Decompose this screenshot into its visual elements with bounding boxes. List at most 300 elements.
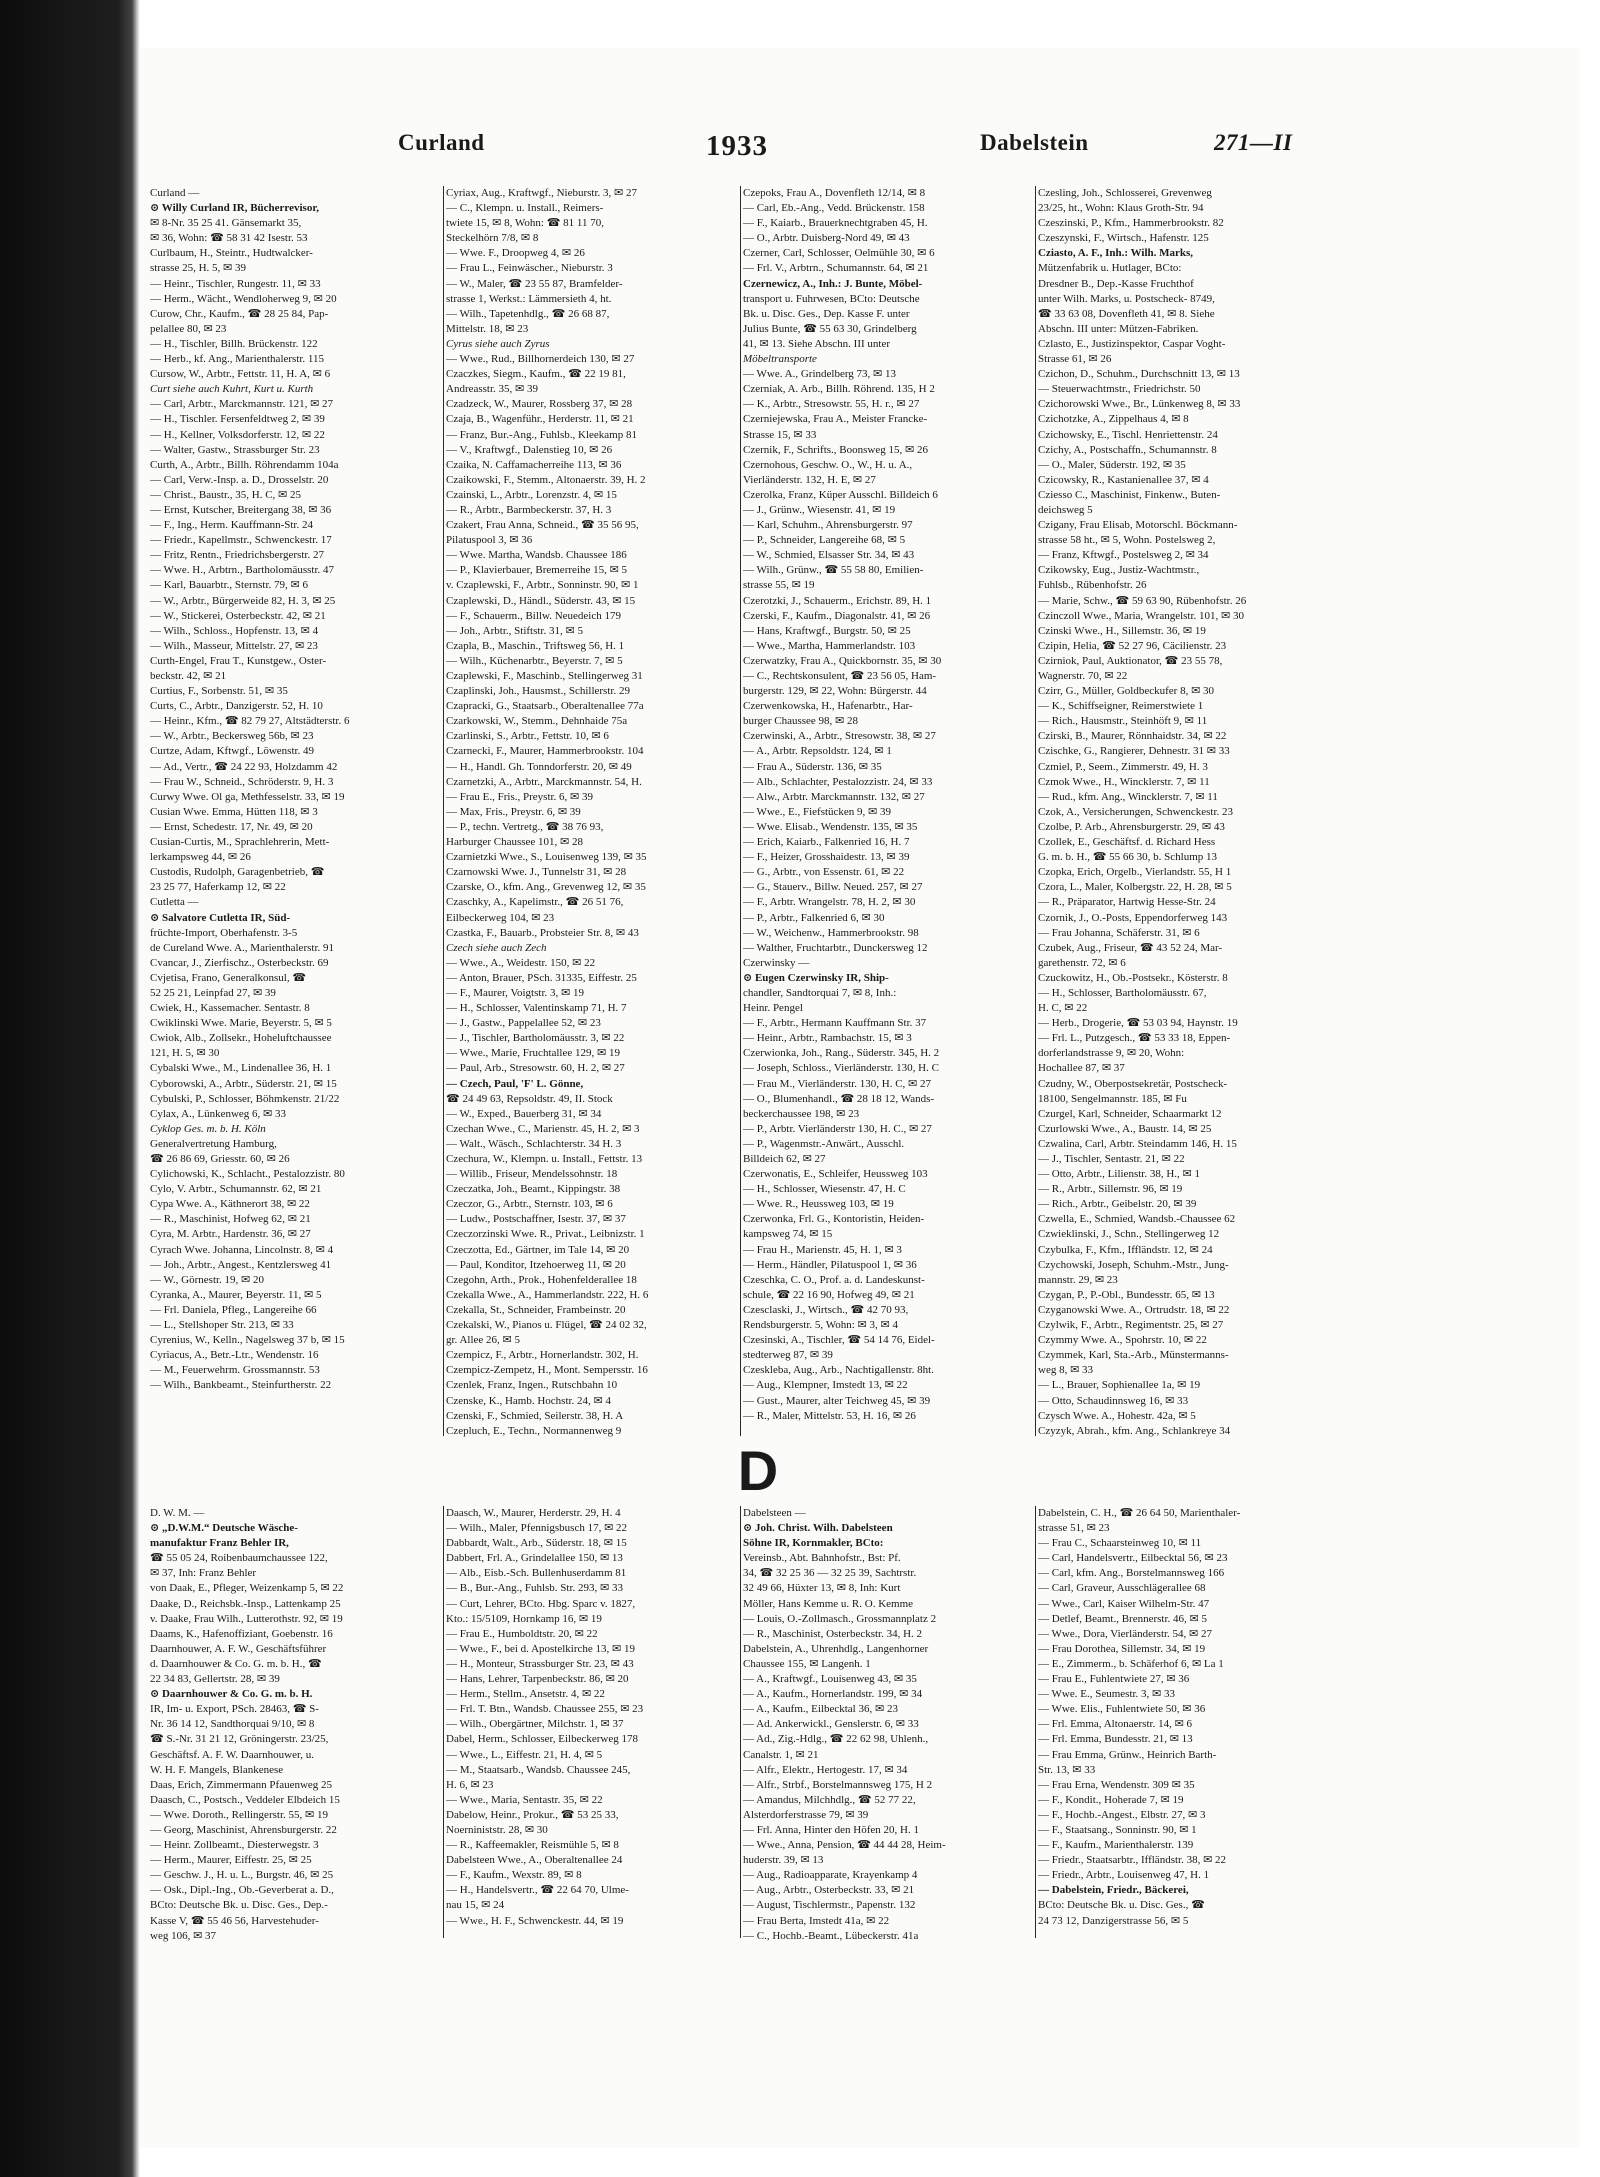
directory-entry: — Wwe., L., Eiffestr. 21, H. 4, ✉ 5	[446, 1748, 603, 1761]
directory-entry: Czechan Wwe., C., Marienstr. 45, H. 2, ✉ 3	[446, 1122, 640, 1135]
directory-entry: ✉ 8-Nr. 35 25 41. Gänsemarkt 35,	[150, 217, 302, 230]
directory-entry: dorferlandstrasse 9, ✉ 20, Wohn:	[1038, 1047, 1185, 1060]
directory-entry: — F., Heizer, Grosshaidestr. 13, ✉ 39	[743, 851, 910, 864]
directory-entry: — F., Schauerm., Billw. Neuedeich 179	[446, 609, 621, 622]
directory-entry: — Curt, Lehrer, BCto. Hbg. Sparc v. 1827,	[446, 1597, 636, 1610]
directory-entry: lerkampsweg 44, ✉ 26	[150, 851, 251, 864]
directory-entry: — Rich., Hausmstr., Steinhöft 9, ✉ 11	[1038, 715, 1208, 728]
directory-entry: Vierländerstr. 132, H. E, ✉ 27	[743, 473, 876, 486]
directory-entry: Curlbaum, H., Steintr., Hudtwalcker-	[150, 247, 313, 260]
directory-entry: — Karl, Schuhm., Ahrensburgerstr. 97	[743, 519, 913, 532]
directory-entry: — Wilh., Tapetenhdlg., ☎ 26 68 87,	[446, 307, 610, 320]
directory-entry: früchte-Import, Oberhafenstr. 3-5	[150, 926, 298, 939]
directory-entry: Cwiklinski Wwe. Marie, Beyerstr. 5, ✉ 5	[150, 1017, 332, 1030]
directory-entry: Curwy Wwe. Ol ga, Methfesselstr. 33, ✉ 19	[150, 790, 345, 803]
directory-entry: — Heinr. Zollbeamt., Diesterwegstr. 3	[150, 1839, 319, 1852]
directory-entry: Czysch Wwe. A., Hohestr. 42a, ✉ 5	[1038, 1409, 1196, 1422]
directory-entry: — Herm., Maurer, Eiffestr. 25, ✉ 25	[150, 1854, 312, 1867]
directory-entry: Czaczkes, Siegm., Kaufm., ☎ 22 19 81,	[446, 368, 626, 381]
directory-entry: Czenlek, Franz, Ingen., Rutschbahn 10	[446, 1379, 618, 1392]
directory-entry: Daake, D., Reichsbk.-Insp., Lattenkamp 25	[150, 1597, 341, 1610]
directory-entry: — A., Kraftwgf., Louisenweg 43, ✉ 35	[743, 1673, 917, 1686]
directory-entry: Czyzyk, Abrah., kfm. Ang., Schlankreye 34	[1038, 1424, 1231, 1437]
directory-entry: — Carl, Handelsvertr., Eilbecktal 56, ✉ 23	[1038, 1552, 1228, 1565]
directory-entry: Cylichowski, K., Schlacht., Pestalozzistr. 80	[150, 1168, 345, 1181]
directory-entry: Czernohous, Geschw. O., W., H. u. A.,	[743, 458, 913, 471]
lower-column-3	[743, 1506, 1041, 1956]
directory-entry: Czarlinski, S., Arbtr., Fettstr. 10, ✉ 6	[446, 730, 609, 743]
directory-entry: Cusian Wwe. Emma, Hütten 118, ✉ 3	[150, 805, 318, 818]
directory-entry: 23/25, ht., Wohn: Klaus Groth-Str. 94	[1038, 202, 1204, 215]
directory-entry: — Frau M., Vierländerstr. 130, H. C, ✉ 27	[743, 1077, 932, 1090]
directory-entry: — F., Kaiarb., Brauerknechtgraben 45, H.	[743, 217, 928, 230]
directory-entry: Dabel, Herm., Schlosser, Eilbeckerweg 178	[446, 1733, 639, 1746]
directory-entry: Heinr. Pengel	[743, 1002, 803, 1015]
directory-entry: — Alfr., Strbf., Borstelmannsweg 175, H 2	[743, 1778, 933, 1791]
directory-entry: Wagnerstr. 70, ✉ 22	[1038, 670, 1128, 682]
upper-column-2	[446, 186, 744, 1448]
directory-entry: Curtius, F., Sorbenstr. 51, ✉ 35	[150, 685, 288, 698]
directory-entry: Czerolka, Franz, Küper Ausschl. Billdeich 6	[743, 488, 938, 501]
directory-advertised-entry: — Czech, Paul, 'F' L. Gönne,	[446, 1077, 584, 1090]
directory-entry: — Frau Dorothea, Sillemstr. 34, ✉ 19	[1038, 1642, 1206, 1655]
directory-entry: Czaplewski, F., Maschinb., Stellingerweg 31	[446, 670, 643, 682]
directory-entry: — Wwe., Dora, Vierländerstr. 54, ✉ 27	[1038, 1627, 1213, 1640]
directory-entry: Czischke, G., Rangierer, Dehnestr. 31 ✉ 33	[1038, 745, 1230, 758]
directory-entry: strasse 25, H. 5, ✉ 39	[150, 262, 246, 275]
directory-entry: Cvancar, J., Zierfischz., Osterbeckstr. 69	[150, 956, 329, 969]
directory-entry: burgerstr. 129, ✉ 22, Wohn: Bürgerstr. 44	[743, 685, 927, 698]
directory-entry: Mittelstr. 18, ✉ 23	[446, 322, 529, 335]
directory-entry: — Wwe. Elis., Fuhlentwiete 50, ✉ 36	[1038, 1703, 1206, 1716]
directory-entry: — Herm., Händler, Pilatuspool 1, ✉ 36	[743, 1258, 917, 1271]
directory-entry: — Carl, Graveur, Ausschlägerallee 68	[1038, 1582, 1206, 1595]
directory-entry: Czigany, Frau Elisab, Motorschl. Böckmann-	[1038, 519, 1238, 532]
directory-entry: — Ludw., Postschaffner, Isestr. 37, ✉ 37	[446, 1213, 626, 1226]
directory-entry: Geschäftsf. A. F. W. Daarnhouwer, u.	[150, 1748, 314, 1761]
directory-entry: Czapracki, G., Staatsarb., Oberaltenallee 77a	[446, 700, 644, 713]
directory-entry: Czichowsky, E., Tischl. Henriettenstr. 24	[1038, 428, 1218, 441]
directory-entry: — Frau Berta, Imstedt 41a, ✉ 22	[743, 1914, 890, 1927]
directory-entry: — J., Grünw., Wiesenstr. 41, ✉ 19	[743, 503, 896, 516]
directory-entry: 121, H. 5, ✉ 30	[150, 1047, 220, 1060]
directory-entry: — J., Gastw., Pappelallee 52, ✉ 23	[446, 1017, 601, 1030]
directory-entry: Czekalla, St., Schneider, Frambeinstr. 20	[446, 1303, 626, 1316]
directory-entry: chandler, Sandtorquai 7, ✉ 8, Inh.:	[743, 986, 897, 999]
directory-entry: 18100, Sengelmannstr. 185, ✉ Fu	[1038, 1092, 1187, 1105]
directory-entry: Dabbardt, Walt., Arb., Süderstr. 18, ✉ 15	[446, 1537, 627, 1550]
header-year: 1933	[706, 130, 768, 162]
directory-entry: — Frau E., Fuhlentwiete 27, ✉ 36	[1038, 1673, 1190, 1686]
directory-entry: Czymmek, Karl, Sta.-Arb., Münstermanns-	[1038, 1349, 1229, 1362]
directory-entry: Czerner, Carl, Schlosser, Oelmühle 30, ✉ 6	[743, 247, 935, 260]
directory-entry: Hochallee 87, ✉ 37	[1038, 1062, 1125, 1075]
directory-entry: — Alb., Eisb.-Sch. Bullenhuserdamm 81	[446, 1567, 627, 1580]
directory-entry: Generalvertretung Hamburg,	[150, 1137, 277, 1150]
directory-entry: Dabelsteen —	[743, 1507, 806, 1519]
column-divider	[740, 186, 741, 1436]
directory-advertised-entry: manufaktur Franz Behler IR,	[150, 1537, 289, 1550]
directory-entry: weg 106, ✉ 37	[150, 1929, 217, 1942]
directory-entry: — Herm., Wächt., Wendloherweg 9, ✉ 20	[150, 292, 337, 305]
directory-entry: Cylo, V. Arbtr., Schumannstr. 62, ✉ 21	[150, 1183, 322, 1196]
directory-entry: v. Czaplewski, F., Arbtr., Sonninstr. 90, ✉ 1	[446, 579, 639, 592]
directory-entry: — Wwe., Carl, Kaiser Wilhelm-Str. 47	[1038, 1597, 1210, 1610]
directory-entry: IR, Im- u. Export, PSch. 28463, ☎ S-	[150, 1703, 319, 1716]
directory-entry: — O., Maler, Süderstr. 192, ✉ 35	[1038, 458, 1186, 471]
directory-entry: — Wwe., F., bei d. Apostelkirche 13, ✉ 19	[446, 1642, 635, 1655]
directory-entry: — P., Wagenmstr.-Anwärt., Ausschl.	[743, 1137, 905, 1150]
directory-entry: Czainski, L., Arbtr., Lorenzstr. 4, ✉ 15	[446, 488, 617, 501]
directory-entry: Czenske, K., Hamb. Hochstr. 24, ✉ 4	[446, 1394, 612, 1407]
directory-entry: Czempicz, F., Arbtr., Hornerlandstr. 302, H.	[446, 1349, 639, 1362]
upper-column-3	[743, 186, 1041, 1448]
directory-entry: — E., Zimmerm., b. Schäferhof 6, ✉ La 1	[1038, 1657, 1224, 1670]
directory-entry: — Wilh., Maler, Pfennigsbusch 17, ✉ 22	[446, 1522, 628, 1535]
directory-entry: — Frau Emma, Grünw., Heinrich Barth-	[1038, 1748, 1217, 1761]
directory-advertised-entry: ⊙ „D.W.M.“ Deutsche Wäsche-	[150, 1522, 298, 1535]
upper-column-4	[1038, 186, 1336, 1448]
directory-advertised-entry: ⊙ Joh. Christ. Wilh. Dabelsteen	[743, 1522, 893, 1535]
column-divider	[1035, 1506, 1036, 1938]
directory-entry: Mützenfabrik u. Hutlager, BCto:	[1038, 262, 1182, 275]
book-binding	[0, 0, 140, 2177]
directory-entry: — Frau A., Süderstr. 136, ✉ 35	[743, 760, 882, 773]
directory-entry: — Wwe., E., Fiefstücken 9, ✉ 39	[743, 805, 892, 818]
directory-entry: — Fritz, Rentn., Friedrichsbergerstr. 27	[150, 549, 324, 562]
directory-entry: — K., Arbtr., Stresowstr. 55, H. r., ✉ 27	[743, 398, 920, 411]
directory-entry: — Frl. Emma, Bundesstr. 21, ✉ 13	[1038, 1733, 1193, 1746]
directory-entry: — Aug., Radioapparate, Krayenkamp 4	[743, 1869, 918, 1882]
directory-entry: — Heinr., Tischler, Rungestr. 11, ✉ 33	[150, 277, 321, 290]
directory-entry: — Ad., Zig.-Hdlg., ☎ 22 62 98, Uhlenh.,	[743, 1733, 929, 1746]
directory-entry: Czernik, F., Schrifts., Boonsweg 15, ✉ 26	[743, 443, 928, 456]
directory-entry: Czirr, G., Müller, Goldbeckufer 8, ✉ 30	[1038, 685, 1215, 698]
directory-entry: — Frl. T. Btn., Wandsb. Chaussee 255, ✉ 23	[446, 1703, 644, 1716]
directory-entry: — Wwe. Doroth., Rellingerstr. 55, ✉ 19	[150, 1808, 328, 1821]
directory-entry: ✉ 37, Inh: Franz Behler	[150, 1567, 257, 1580]
directory-entry: — Steuerwachtmstr., Friedrichstr. 50	[1038, 383, 1201, 396]
directory-entry: Czinski Wwe., H., Sillemstr. 36, ✉ 19	[1038, 624, 1206, 637]
directory-entry: Czerwinski, A., Arbtr., Stresowstr. 38, ✉ 27	[743, 730, 936, 743]
directory-entry: Strasse 15, ✉ 33	[743, 428, 817, 441]
directory-entry: — Walter, Gastw., Strassburger Str. 23	[150, 443, 320, 456]
directory-entry: — Frau C., Schaarsteinweg 10, ✉ 11	[1038, 1537, 1202, 1550]
directory-entry: — P., Klavierbauer, Bremerreihe 15, ✉ 5	[446, 564, 628, 577]
directory-entry: Noerniniststr. 28, ✉ 30	[446, 1823, 548, 1836]
directory-entry: — M., Feuerwehrm. Grossmannstr. 53	[150, 1364, 320, 1377]
directory-entry: Daams, K., Hafenoffiziant, Goebenstr. 16	[150, 1627, 333, 1640]
directory-entry: Billdeich 62, ✉ 27	[743, 1153, 826, 1165]
directory-entry: — Wwe., Martha, Hammerlandstr. 103	[743, 639, 916, 652]
directory-entry: 23 25 77, Haferkamp 12, ✉ 22	[150, 881, 286, 894]
directory-entry: Czegohn, Arth., Prok., Hohenfelderallee 18	[446, 1273, 637, 1286]
directory-entry: — H., Kellner, Volksdorferstr. 12, ✉ 22	[150, 428, 325, 441]
directory-entry: — Friedr., Arbtr., Louisenweg 47, H. 1	[1038, 1869, 1210, 1882]
directory-entry: — Aug., Arbtr., Osterbeckstr. 33, ✉ 21	[743, 1884, 915, 1897]
directory-entry: — V., Kraftwgf., Dalenstieg 10, ✉ 26	[446, 443, 613, 456]
directory-entry: Cyrenius, W., Kelln., Nagelsweg 37 b, ✉ 15	[150, 1334, 345, 1347]
directory-entry: — Gust., Maurer, alter Teichweg 45, ✉ 39	[743, 1394, 931, 1407]
directory-entry: Curtze, Adam, Kftwgf., Löwenstr. 49	[150, 745, 315, 758]
directory-entry: Czmiel, P., Seem., Zimmerstr. 49, H. 3	[1038, 760, 1208, 773]
directory-entry: strasse 58 ht., ✉ 5, Wohn. Postelsweg 2,	[1038, 534, 1216, 547]
directory-entry: Fuhlsb., Rübenhofstr. 26	[1038, 579, 1147, 592]
directory-entry: — Carl, Eb.-Ang., Vedd. Brückenstr. 158	[743, 202, 925, 215]
directory-entry: — Wilh., Grünw., ☎ 55 58 80, Emilien-	[743, 564, 924, 577]
directory-entry: — Wwe., Maria, Sentastr. 35, ✉ 22	[446, 1793, 603, 1806]
directory-entry: Kto.: 15/5109, Hornkamp 16, ✉ 19	[446, 1612, 602, 1625]
directory-entry: — Frau E., Humboldtstr. 20, ✉ 22	[446, 1627, 598, 1640]
directory-entry: Cwiok, Alb., Zollsekr., Hoheluftchaussee	[150, 1032, 332, 1045]
directory-entry: ☎ 26 86 69, Griesstr. 60, ✉ 26	[150, 1153, 290, 1165]
directory-entry: Czmok Wwe., H., Wincklerstr. 7, ✉ 11	[1038, 775, 1210, 788]
directory-entry: — Wwe. F., Droopweg 4, ✉ 26	[446, 247, 585, 260]
directory-entry: Czirniok, Paul, Auktionator, ☎ 23 55 78,	[1038, 654, 1223, 667]
directory-entry: — W., Schmied, Elsasser Str. 34, ✉ 43	[743, 549, 915, 562]
directory-entry: BCto: Deutsche Bk. u. Disc. Ges., ☎	[1038, 1899, 1205, 1912]
directory-entry: — Carl, Arbtr., Marckmannstr. 121, ✉ 27	[150, 398, 334, 411]
directory-entry: Czerwinsky —	[743, 956, 810, 969]
directory-entry: beckerchaussee 198, ✉ 23	[743, 1107, 860, 1120]
directory-entry: von Daak, E., Pfleger, Weizenkamp 5, ✉ 22	[150, 1582, 344, 1595]
directory-entry: — Frl. Anna, Hinter den Höfen 20, H. 1	[743, 1823, 919, 1836]
page-number: 271—II	[1214, 130, 1293, 155]
directory-entry: Curth-Engel, Frau T., Kunstgew., Oster-	[150, 654, 327, 667]
directory-entry: Möbeltransporte	[743, 353, 817, 366]
directory-entry: Abschn. III unter: Mützen-Fabriken.	[1038, 322, 1199, 335]
directory-entry: unter Wilh. Marks, u. Postscheck- 8749,	[1038, 292, 1215, 305]
directory-entry: 32 49 66, Hüxter 13, ✉ 8, Inh: Kurt	[743, 1582, 901, 1595]
directory-entry: Dabelstein, C. H., ☎ 26 64 50, Marienthaler-	[1038, 1507, 1241, 1519]
directory-entry: Cvjetisa, Frano, Generalkonsul, ☎	[150, 971, 307, 984]
directory-entry: — Wwe., Marie, Fruchtallee 129, ✉ 19	[446, 1047, 620, 1060]
directory-entry: — Ernst, Kutscher, Breitergang 38, ✉ 36	[150, 503, 332, 516]
directory-entry: — Wilh., Bankbeamt., Steinfurtherstr. 22	[150, 1379, 332, 1392]
directory-entry: — Herb., kf. Ang., Marienthalerstr. 115	[150, 353, 325, 366]
directory-entry: Czygan, P., P.-Obl., Bundesstr. 65, ✉ 13	[1038, 1288, 1215, 1301]
directory-entry: Czeczor, G., Arbtr., Sternstr. 103, ✉ 6	[446, 1198, 613, 1211]
directory-entry: Czarnecki, F., Maurer, Hammerbrookstr. 104	[446, 745, 644, 758]
directory-entry: — Franz, Bur.-Ang., Fuhlsb., Kleekamp 81	[446, 428, 637, 441]
directory-entry: — G., Stauerv., Billw. Neued. 257, ✉ 27	[743, 881, 923, 894]
directory-entry: — C., Rechtskonsulent, ☎ 23 56 05, Ham-	[743, 670, 937, 682]
directory-entry: Daas, Erich, Zimmermann Pfauenweg 25	[150, 1778, 333, 1791]
directory-entry: Czinczoll Wwe., Maria, Wrangelstr. 101, ✉ 30	[1038, 609, 1245, 622]
directory-entry: Czichon, D., Schuhm., Durchschnitt 13, ✉ 13	[1038, 368, 1240, 381]
directory-entry: — Geschw. J., H. u. L., Burgstr. 46, ✉ 25	[150, 1869, 334, 1882]
directory-entry: — Wilh., Küchenarbtr., Beyerstr. 7, ✉ 5	[446, 654, 623, 667]
directory-entry: Czarkowski, W., Stemm., Dehnhaide 75a	[446, 715, 628, 728]
directory-entry: — F., Arbtr. Wrangelstr. 78, H. 2, ✉ 30	[743, 896, 916, 909]
directory-entry: — F., Staatsang., Sonninstr. 90, ✉ 1	[1038, 1823, 1197, 1836]
directory-entry: — R., Präparator, Hartwig Hesse-Str. 24	[1038, 896, 1216, 909]
directory-entry: Czeszinski, P., Kfm., Hammerbrookstr. 82	[1038, 217, 1224, 230]
directory-entry: — Joh., Arbtr., Stiftstr. 31, ✉ 5	[446, 624, 583, 637]
directory-entry: Kasse V, ☎ 55 46 56, Harvestehuder-	[150, 1914, 319, 1927]
directory-entry: Czichorowski Wwe., Br., Lünkenweg 8, ✉ 33	[1038, 398, 1241, 411]
directory-entry: — Wwe. Elisab., Wendenstr. 135, ✉ 35	[743, 820, 918, 833]
directory-entry: Curland —	[150, 187, 200, 199]
directory-entry: Nr. 36 14 12, Sandthorquai 9/10, ✉ 8	[150, 1718, 315, 1731]
directory-entry: — Louis, O.-Zollmasch., Grossmannplatz 2	[743, 1612, 937, 1625]
directory-entry: 52 25 21, Leinpfad 27, ✉ 39	[150, 986, 276, 999]
directory-entry: — Willib., Friseur, Mendelssohnstr. 18	[446, 1168, 618, 1181]
directory-entry: — Alw., Arbtr. Marckmannstr. 132, ✉ 27	[743, 790, 925, 803]
directory-entry: — R., Maschinist, Osterbeckstr. 34, H. 2	[743, 1627, 923, 1640]
directory-entry: — Frl. Daniela, Pfleg., Langereihe 66	[150, 1303, 317, 1316]
directory-entry: — Wwe. H., Arbtrn., Bartholomäusstr. 47	[150, 564, 335, 577]
directory-entry: — Paul, Konditor, Itzehoerweg 11, ✉ 20	[446, 1258, 626, 1271]
directory-entry: — Marie, Schw., ☎ 59 63 90, Rübenhofstr. 26	[1038, 594, 1247, 607]
directory-entry: — A., Arbtr. Repsoldstr. 124, ✉ 1	[743, 745, 892, 758]
directory-entry: Czeczotta, Ed., Gärtner, im Tale 14, ✉ 20	[446, 1243, 630, 1256]
directory-entry: Czymmy Wwe. A., Spohrstr. 10, ✉ 22	[1038, 1334, 1207, 1347]
directory-entry: H. C, ✉ 22	[1038, 1002, 1088, 1015]
directory-entry: Czaika, N. Caffamacherreihe 113, ✉ 36	[446, 458, 622, 471]
directory-entry: strasse 55, ✉ 19	[743, 579, 815, 592]
directory-entry: Czlasto, E., Justizinspektor, Caspar Voght-	[1038, 337, 1226, 350]
directory-advertised-entry: ⊙ Salvatore Cutletta IR, Süd-	[150, 911, 291, 924]
directory-entry: — Wwe. E., Seumestr. 3, ✉ 33	[1038, 1688, 1176, 1701]
directory-entry: — Wwe., Anna, Pension, ☎ 44 44 28, Heim-	[743, 1839, 946, 1852]
directory-entry: Czempicz-Zempetz, H., Mont. Sempersstr. 16	[446, 1364, 648, 1377]
directory-entry: Czikowsky, Eug., Justiz-Wachtmstr.,	[1038, 564, 1200, 577]
directory-entry: Czipin, Helia, ☎ 52 27 96, Cäcilienstr. 23	[1038, 639, 1227, 652]
directory-entry: huderstr. 39, ✉ 13	[743, 1854, 824, 1867]
directory-entry: Julius Bunte, ☎ 55 63 30, Grindelberg	[743, 322, 917, 335]
directory-entry: Czekalski, W., Pianos u. Flügel, ☎ 24 02 32,	[446, 1319, 647, 1332]
directory-entry: Dabelow, Heinr., Prokur., ☎ 53 25 33,	[446, 1808, 619, 1821]
directory-entry: — A., Kaufm., Eilbecktal 36, ✉ 23	[743, 1703, 898, 1716]
directory-entry: Czollek, E., Geschäftsf. d. Richard Hess	[1038, 836, 1216, 849]
directory-entry: Custodis, Rudolph, Garagenbetrieb, ☎	[150, 866, 325, 879]
directory-entry: Daasch, C., Postsch., Veddeler Elbdeich 15	[150, 1793, 340, 1806]
directory-entry: Czaplinski, Joh., Hausmst., Schillerstr. 29	[446, 685, 630, 698]
directory-entry: pelallee 80, ✉ 23	[150, 322, 227, 335]
directory-entry: Cyriax, Aug., Kraftwgf., Nieburstr. 3, ✉ 27	[446, 187, 637, 199]
directory-entry: Czekalla Wwe., A., Hammerlandstr. 222, H. 6	[446, 1288, 649, 1301]
directory-entry: — C., Klempn. u. Install., Reimers-	[446, 202, 604, 215]
directory-entry: Curth, A., Arbtr., Billh. Röhrendamm 104a	[150, 458, 339, 471]
directory-entry: v. Daake, Frau Wilh., Lutterothstr. 92, ✉ 19	[150, 1612, 343, 1625]
directory-entry: — Joh., Arbtr., Angest., Kentzlersweg 41	[150, 1258, 332, 1271]
directory-entry: — Ad. Ankerwickl., Genslerstr. 6, ✉ 33	[743, 1718, 919, 1731]
header-last-entry: Dabelstein	[980, 130, 1089, 155]
directory-entry: strasse 1, Werkst.: Lämmersieth 4, ht.	[446, 292, 612, 305]
directory-entry: Czadzeck, W., Maurer, Rossberg 37, ✉ 28	[446, 398, 633, 411]
directory-entry: schule, ☎ 22 16 90, Hofweg 49, ✉ 21	[743, 1288, 915, 1301]
directory-entry: — M., Staatsarb., Wandsb. Chaussee 245,	[446, 1763, 631, 1776]
directory-entry: Cursow, W., Arbtr., Fettstr. 11, H. A, ✉ 6	[150, 368, 331, 381]
directory-entry: Czeczorzinski Wwe. R., Privat., Leibnizstr. 1	[446, 1228, 645, 1241]
directory-entry: — Carl, Verw.-Insp. a. D., Drosselstr. 20	[150, 473, 329, 486]
directory-entry: garethenstr. 72, ✉ 6	[1038, 956, 1126, 969]
directory-entry: — Frau L., Feinwäscher., Nieburstr. 3	[446, 262, 613, 275]
directory-advertised-entry: ⊙ Willy Curland IR, Bücherrevisor,	[150, 202, 319, 215]
directory-entry: Cyrus siehe auch Zyrus	[446, 337, 550, 350]
directory-entry: — P., Arbtr. Vierländerstr 130, H. C., ✉ 27	[743, 1122, 932, 1135]
column-divider	[1035, 186, 1036, 1436]
directory-entry: — Osk., Dipl.-Ing., Ob.-Geverberat a. D.,	[150, 1884, 334, 1897]
section-letter: D	[737, 1439, 779, 1502]
directory-entry: — H., Tischler, Billh. Brückenstr. 122	[150, 337, 318, 350]
directory-entry: Czirski, B., Maurer, Rönnhaidstr. 34, ✉ 22	[1038, 730, 1227, 743]
directory-entry: Czerwonka, Frl. G., Kontoristin, Heiden-	[743, 1213, 925, 1226]
directory-entry: Czaikowski, F., Stemm., Altonaerstr. 39, H. 2	[446, 473, 646, 486]
directory-entry: — Frau H., Marienstr. 45, H. 1, ✉ 3	[743, 1243, 902, 1256]
directory-entry: — Heinr., Arbtr., Rambachstr. 15, ✉ 3	[743, 1032, 912, 1045]
directory-entry: — Herm., Stellm., Ansetstr. 4, ✉ 22	[446, 1688, 605, 1701]
directory-entry: — Rich., Arbtr., Geibelstr. 20, ✉ 39	[1038, 1198, 1197, 1211]
directory-entry: — Wwe. A., Grindelberg 73, ✉ 13	[743, 368, 897, 381]
directory-entry: Vereinsb., Abt. Bahnhofstr., Bst: Pf.	[743, 1552, 901, 1565]
directory-entry: Czwalina, Carl, Arbtr. Steindamm 146, H. 15	[1038, 1137, 1237, 1150]
lower-column-4	[1038, 1506, 1336, 1956]
directory-entry: — Ernst, Schedestr. 17, Nr. 49, ✉ 20	[150, 820, 313, 833]
directory-entry: — L., Stellshoper Str. 213, ✉ 33	[150, 1319, 294, 1332]
directory-entry: Czepoks, Frau A., Dovenfleth 12/14, ✉ 8	[743, 187, 926, 199]
directory-entry: Cyriacus, A., Betr.-Ltr., Wendenstr. 16	[150, 1349, 319, 1362]
directory-entry: — F., Hochb.-Angest., Elbstr. 27, ✉ 3	[1038, 1808, 1206, 1821]
directory-entry: Czesclaski, J., Wirtsch., ☎ 42 70 93,	[743, 1303, 909, 1316]
directory-entry: Str. 13, ✉ 33	[1038, 1763, 1096, 1776]
directory-entry: — Wilh., Masseur, Mittelstr. 27, ✉ 23	[150, 639, 318, 652]
directory-entry: Czurgel, Karl, Schneider, Schaarmarkt 12	[1038, 1107, 1222, 1120]
directory-entry: — R., Arbtr., Barmbeckerstr. 37, H. 3	[446, 503, 612, 516]
directory-advertised-entry: — Dabelstein, Friedr., Bäckerei,	[1038, 1884, 1189, 1897]
directory-entry: Czeczatka, Joh., Beamt., Kippingstr. 38	[446, 1183, 621, 1196]
directory-entry: — Wilh., Obergärtner, Milchstr. 1, ✉ 37	[446, 1718, 624, 1731]
directory-entry: Czwella, E., Schmied, Wandsb.-Chaussee 62	[1038, 1213, 1236, 1226]
directory-entry: Cyklop Ges. m. b. H. Köln	[150, 1122, 266, 1135]
directory-entry: ☎ 33 63 08, Dovenfleth 41, ✉ 8. Siehe	[1038, 307, 1215, 320]
directory-entry: Cybalski Wwe., M., Lindenallee 36, H. 1	[150, 1062, 332, 1075]
directory-entry: — P., Arbtr., Falkenried 6, ✉ 30	[743, 911, 885, 924]
directory-entry: — Frau Johanna, Schäferstr. 31, ✉ 6	[1038, 926, 1200, 939]
directory-entry: — Erich, Kaiarb., Falkenried 16, H. 7	[743, 836, 910, 849]
column-divider	[443, 186, 444, 1436]
directory-entry: Czarnietzki Wwe., S., Louisenweg 139, ✉ 35	[446, 851, 647, 864]
directory-entry: kampsweg 74, ✉ 15	[743, 1228, 833, 1241]
directory-entry: — Wwe., A., Weidestr. 150, ✉ 22	[446, 956, 596, 969]
directory-entry: Czora, L., Maler, Kolbergstr. 22, H. 28, ✉ 5	[1038, 881, 1232, 894]
directory-entry: Czapla, B., Maschin., Triftsweg 56, H. 1	[446, 639, 625, 652]
directory-entry: Bk. u. Disc. Ges., Dep. Kasse F. unter	[743, 307, 910, 320]
directory-entry: Andreasstr. 35, ✉ 39	[446, 383, 539, 396]
directory-entry: — Christ., Baustr., 35, H. C, ✉ 25	[150, 488, 302, 501]
directory-entry: Czerniejewska, Frau A., Meister Francke-	[743, 413, 928, 426]
directory-entry: — W., Stickerei, Osterbeckstr. 42, ✉ 21	[150, 609, 326, 622]
directory-entry: — O., Blumenhandl., ☎ 28 18 12, Wands-	[743, 1092, 935, 1105]
directory-entry: — R., Maler, Mittelstr. 53, H. 16, ✉ 26	[743, 1409, 916, 1422]
directory-entry: — W., Maler, ☎ 23 55 87, Bramfelder-	[446, 277, 623, 290]
directory-entry: H. 6, ✉ 23	[446, 1778, 494, 1791]
directory-entry: Czyganowski Wwe. A., Ortrudstr. 18, ✉ 22	[1038, 1303, 1230, 1316]
directory-entry: Strasse 61, ✉ 26	[1038, 353, 1112, 366]
directory-entry: — W., Arbtr., Bürgerweide 82, H. 3, ✉ 25	[150, 594, 336, 607]
directory-entry: — J., Tischler, Bartholomäusstr. 3, ✉ 22	[446, 1032, 625, 1045]
directory-entry: Cybulski, P., Schlosser, Böhmkenstr. 21/22	[150, 1092, 340, 1105]
directory-entry: — Hans, Kraftwgf., Burgstr. 50, ✉ 25	[743, 624, 911, 637]
running-header	[390, 130, 1330, 164]
directory-advertised-entry: ⊙ Daarnhouwer & Co. G. m. b. H.	[150, 1688, 313, 1701]
directory-entry: Czerwonatis, E., Schleifer, Heussweg 103	[743, 1168, 928, 1181]
directory-entry: — W., Arbtr., Beckersweg 56b, ✉ 23	[150, 730, 314, 743]
directory-entry: Czerotzki, J., Schauerm., Erichstr. 89, H. 1	[743, 594, 932, 607]
directory-entry: 22 34 83, Gellertstr. 28, ✉ 39	[150, 1673, 280, 1686]
lower-column-2	[446, 1506, 744, 1956]
